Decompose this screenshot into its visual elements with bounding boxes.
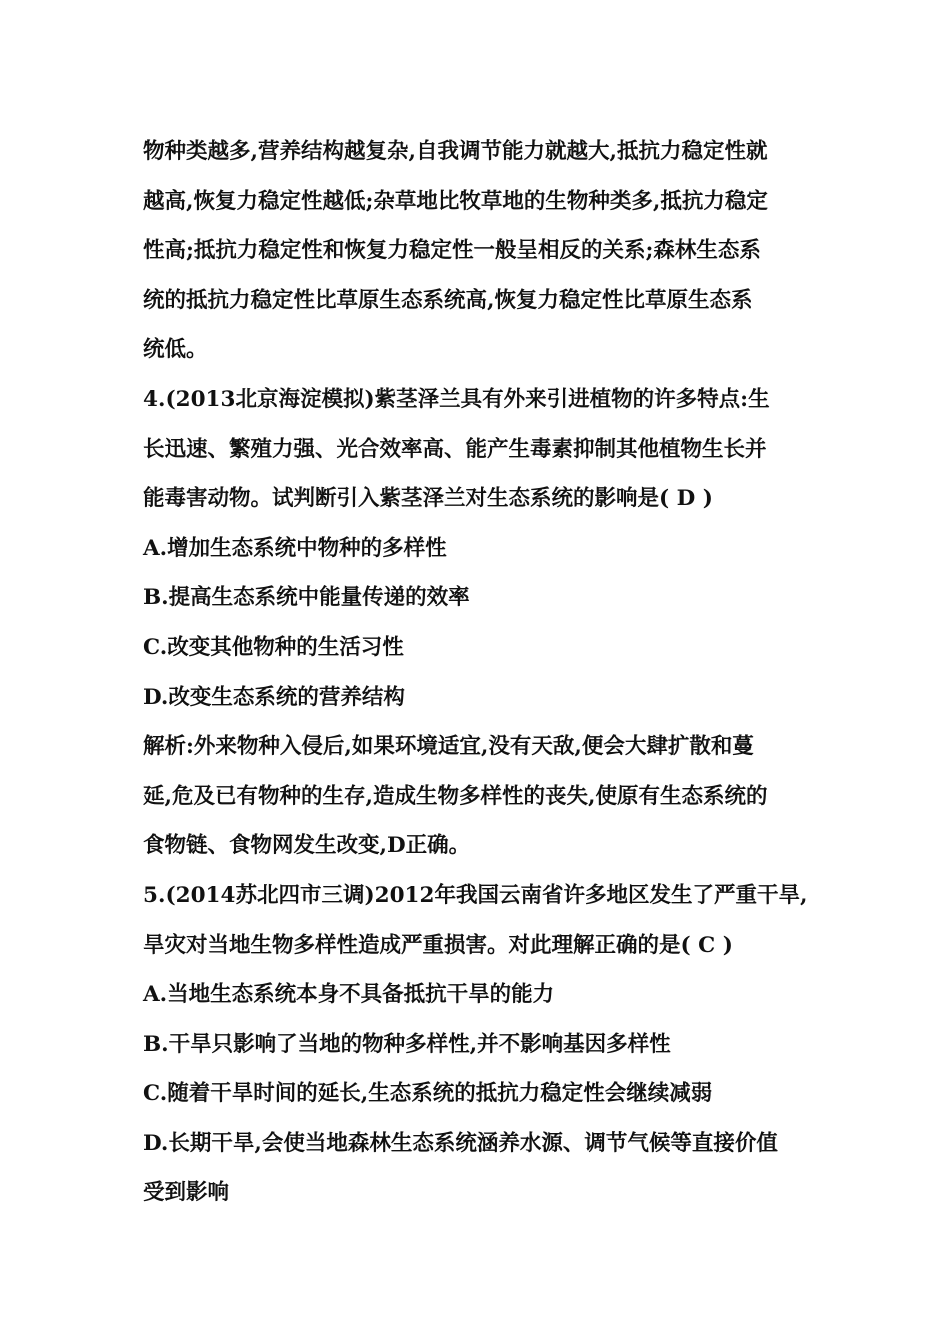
text-line: 统低。 (143, 337, 208, 363)
question-5-option-c: C.随着干旱时间的延长,生态系统的抵抗力稳定性会继续减弱 (143, 1081, 713, 1107)
document-body (143, 127, 823, 1218)
question-4-explanation: 食物链、食物网发生改变,D正确。 (143, 833, 471, 859)
question-4-explanation: 延,危及已有物种的生存,造成生物多样性的丧失,使原有生态系统的 (143, 783, 768, 809)
text-line: 性高;抵抗力稳定性和恢复力稳定性一般呈相反的关系;森林生态系 (143, 238, 761, 264)
question-4-stem: 长迅速、繁殖力强、光合效率高、能产生毒素抑制其他植物生长并 (143, 436, 767, 462)
question-5-option-b: B.干旱只影响了当地的物种多样性,并不影响基因多样性 (143, 1031, 671, 1057)
question-5-option-a: A.当地生态系统本身不具备抵抗干旱的能力 (143, 982, 555, 1008)
question-5-stem: 旱灾对当地生物多样性造成严重损害。对此理解正确的是( C ) (143, 932, 733, 958)
question-5-option-d: D.长期干旱,会使当地森林生态系统涵养水源、调节气候等直接价值 (143, 1130, 778, 1156)
question-5-stem: 5.(2014苏北四市三调)2012年我国云南省许多地区发生了严重干旱, (143, 882, 808, 908)
question-4-option-c: C.改变其他物种的生活习性 (143, 634, 404, 660)
question-5-option-d: 受到影响 (143, 1180, 230, 1206)
question-4-option-b: B.提高生态系统中能量传递的效率 (143, 585, 470, 611)
question-4-stem: 4.(2013北京海淀模拟)紫茎泽兰具有外来引进植物的许多特点:生 (143, 386, 770, 412)
question-4-stem: 能毒害动物。试判断引入紫茎泽兰对生态系统的影响是( D ) (143, 486, 713, 512)
question-4-option-d: D.改变生态系统的营养结构 (143, 684, 405, 710)
text-line: 越高,恢复力稳定性越低;杂草地比牧草地的生物种类多,抵抗力稳定 (143, 188, 768, 214)
question-4-option-a: A.增加生态系统中物种的多样性 (143, 535, 447, 561)
text-line: 物种类越多,营养结构越复杂,自我调节能力就越大,抵抗力稳定性就 (143, 139, 768, 164)
question-4-explanation: 解析:外来物种入侵后,如果环境适宜,没有天敌,便会大肆扩散和蔓 (143, 734, 754, 760)
text-line: 统的抵抗力稳定性比草原生态系统高,恢复力稳定性比草原生态系 (143, 287, 753, 313)
